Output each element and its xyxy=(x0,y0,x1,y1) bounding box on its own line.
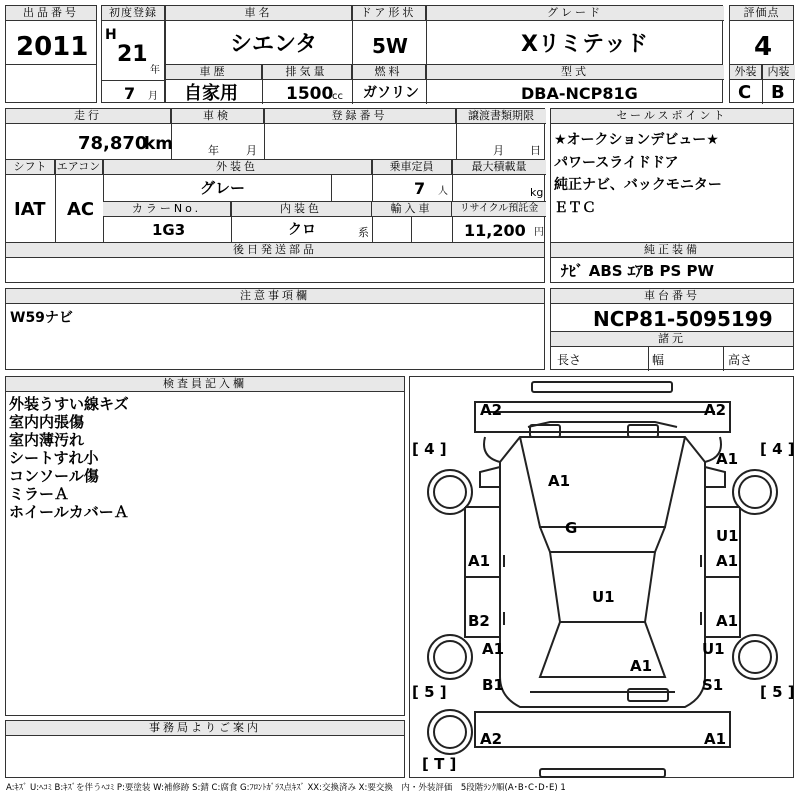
lot-number-label: 出品番号 xyxy=(6,6,96,21)
notes-block xyxy=(5,288,545,370)
model-type-value: DBA-NCP81G xyxy=(521,84,638,103)
year-unit: 年 xyxy=(150,65,160,76)
spare-tire: [ T ] xyxy=(422,755,457,773)
inspector-label: 検査員記入欄 xyxy=(6,377,404,392)
displacement-value: 1500 xyxy=(286,84,334,104)
genuine-equipment-label: 純正装備 xyxy=(551,243,793,258)
door-type-value: 5W xyxy=(372,34,408,58)
car-diagram xyxy=(409,376,794,778)
capacity-label: 乗車定員 xyxy=(372,160,452,175)
shift-value: IAT xyxy=(14,199,46,220)
inspection-year-unit: 年 xyxy=(208,144,219,157)
inspector-item: 外装うすい線キズ xyxy=(9,395,129,413)
inspector-item: シートすれ小 xyxy=(9,449,99,467)
notes-value: W59ナビ xyxy=(10,310,73,326)
exterior-color-label: 外装色 xyxy=(103,160,372,175)
inspection-month-unit: 月 xyxy=(246,144,257,157)
first-registration-label: 初度登録 xyxy=(102,6,164,21)
mark-rear-bumper-left: A2 xyxy=(480,730,503,748)
mark-trunk: A1 xyxy=(630,657,653,675)
mark-rear-rocker-right: S1 xyxy=(702,676,724,694)
sales-points-label: セールスポイント xyxy=(551,109,793,124)
car-outline xyxy=(410,377,795,779)
mileage-unit: km xyxy=(144,134,174,154)
score-label: 評価点 xyxy=(730,6,793,21)
exterior-color-value: グレー xyxy=(200,179,246,197)
recycle-unit: 円 xyxy=(534,227,544,238)
capacity-unit: 人 xyxy=(438,186,448,197)
transfer-deadline-label: 譲渡書類期限 xyxy=(456,109,546,124)
inspector-item: ホイールカバーＡ xyxy=(9,503,129,521)
color-no-label: カラーNo. xyxy=(103,202,231,217)
mileage-value: 78,870 xyxy=(78,133,148,154)
mark-hood: A1 xyxy=(548,472,571,490)
recycle-label: リサイクル預託金 xyxy=(452,202,546,217)
sales-points-block xyxy=(550,108,794,283)
dims-label: 諸元 xyxy=(551,332,793,347)
grade-label: グレード xyxy=(426,6,724,21)
aircon-label: エアコン xyxy=(55,160,103,175)
mileage-label: 走行 xyxy=(6,109,171,124)
grade-value: Xリミテッド xyxy=(521,32,648,57)
mark-front-door-right: A1 xyxy=(716,552,739,570)
inspector-item: 室内薄汚れ xyxy=(9,431,85,449)
aircon-value: AC xyxy=(67,199,95,220)
score-cell xyxy=(729,5,794,103)
mark-interior: U1 xyxy=(592,588,615,606)
registration-month: 7 xyxy=(124,84,136,103)
exterior-grade-value: C xyxy=(738,82,752,103)
tire-front-left: [ 4 ] xyxy=(412,440,447,458)
deadline-month-unit: 月 xyxy=(493,144,504,157)
later-parts-label: 後日発送部品 xyxy=(6,243,544,258)
capacity-value: 7 xyxy=(414,179,426,198)
interior-grade-label: 内装 xyxy=(762,65,795,80)
month-unit: 月 xyxy=(148,91,158,102)
mark-front-fender-right: A1 xyxy=(716,450,739,468)
score-value: 4 xyxy=(754,32,773,62)
sales-point-item: 純正ナビ、バックモニター xyxy=(554,177,722,193)
mark-rear-quarter-left: A1 xyxy=(482,640,505,658)
mark-rear-door-right: A1 xyxy=(716,612,739,630)
history-value: 自家用 xyxy=(184,83,238,104)
lot-number-value: 2011 xyxy=(16,32,89,62)
inspection-label: 車検 xyxy=(171,109,264,124)
registration-year: 21 xyxy=(117,42,148,67)
chassis-block xyxy=(550,288,794,370)
mark-rear-rocker-left: B1 xyxy=(482,676,504,694)
fuel-value: ガソリン xyxy=(363,85,419,101)
displacement-label: 排気量 xyxy=(262,65,352,80)
era-label: H xyxy=(105,27,117,43)
tire-rear-right: [ 5 ] xyxy=(760,683,795,701)
registration-no-label: 登録番号 xyxy=(264,109,456,124)
shift-label: シフト xyxy=(6,160,55,175)
car-info-block xyxy=(165,5,723,103)
tire-front-right: [ 4 ] xyxy=(760,440,795,458)
office-block xyxy=(5,720,405,778)
chassis-number: NCP81-5095199 xyxy=(593,307,773,331)
notes-label: 注意事項欄 xyxy=(6,289,544,304)
mark-roof: G xyxy=(565,519,578,537)
mark-front-bumper-left: A2 xyxy=(480,401,503,419)
tire-rear-left: [ 5 ] xyxy=(412,683,447,701)
interior-color-suffix: 系 xyxy=(358,226,369,239)
history-label: 車歴 xyxy=(166,65,262,80)
mark-rear-quarter-right: U1 xyxy=(702,640,725,658)
vehicle-details-block xyxy=(5,108,545,283)
door-type-label: ドア形状 xyxy=(352,6,426,21)
sales-point-item: ＥＴＣ xyxy=(554,200,596,216)
inspector-item: 室内内張傷 xyxy=(9,413,85,431)
mark-front-door-right-top: U1 xyxy=(716,527,739,545)
car-name-label: 車名 xyxy=(166,6,352,21)
inspector-item: コンソール傷 xyxy=(9,467,99,485)
car-name-value: シエンタ xyxy=(230,32,318,57)
deadline-day-unit: 日 xyxy=(530,144,541,157)
width-label: 幅 xyxy=(652,353,665,367)
genuine-equipment-value: ﾅﾋﾞ ABS ｴｱB PS PW xyxy=(561,262,715,280)
length-label: 長さ xyxy=(557,353,582,367)
mark-front-door-left: A1 xyxy=(468,552,491,570)
sales-point-item: ★オークションデビュー★ xyxy=(554,132,719,148)
interior-color-label: 内装色 xyxy=(231,202,372,217)
inspector-block xyxy=(5,376,405,716)
color-no-value: 1G3 xyxy=(152,221,186,239)
mark-front-bumper-right: A2 xyxy=(704,401,727,419)
mark-rear-door-left: B2 xyxy=(468,612,490,630)
fuel-label: 燃料 xyxy=(352,65,426,80)
displacement-unit: cc xyxy=(332,91,343,102)
inspector-item: ミラーＡ xyxy=(9,485,70,503)
legend-text: A:ｷｽﾞ U:ﾍｺﾐ B:ｷｽﾞを伴うﾍｺﾐ P:要塗装 W:補修跡 S:錆 C:腐食 G:ﾌﾛﾝﾄｶﾞﾗｽ点ｷｽﾞ XX:交換済み X:要交換 内・外装評価 5段階ﾗﾝｸ順(A･B･C･D･E) 1 xyxy=(6,783,566,793)
interior-color-value: クロ xyxy=(288,222,316,238)
mark-rear-bumper-right: A1 xyxy=(704,730,727,748)
max-load-unit: kg xyxy=(530,186,544,199)
sales-point-item: パワースライドドア xyxy=(554,155,679,171)
lot-number-cell xyxy=(5,5,97,103)
recycle-value: 11,200 xyxy=(464,221,526,240)
chassis-label: 車台番号 xyxy=(551,289,793,304)
first-registration-cell xyxy=(101,5,165,103)
exterior-grade-label: 外装 xyxy=(730,65,762,80)
import-label: 輸入車 xyxy=(372,202,452,217)
height-label: 高さ xyxy=(728,353,753,367)
interior-grade-value: B xyxy=(771,82,785,103)
office-label: 事務局よりご案内 xyxy=(6,721,404,736)
model-type-label: 型式 xyxy=(426,65,724,80)
max-load-label: 最大積載量 xyxy=(452,160,546,175)
